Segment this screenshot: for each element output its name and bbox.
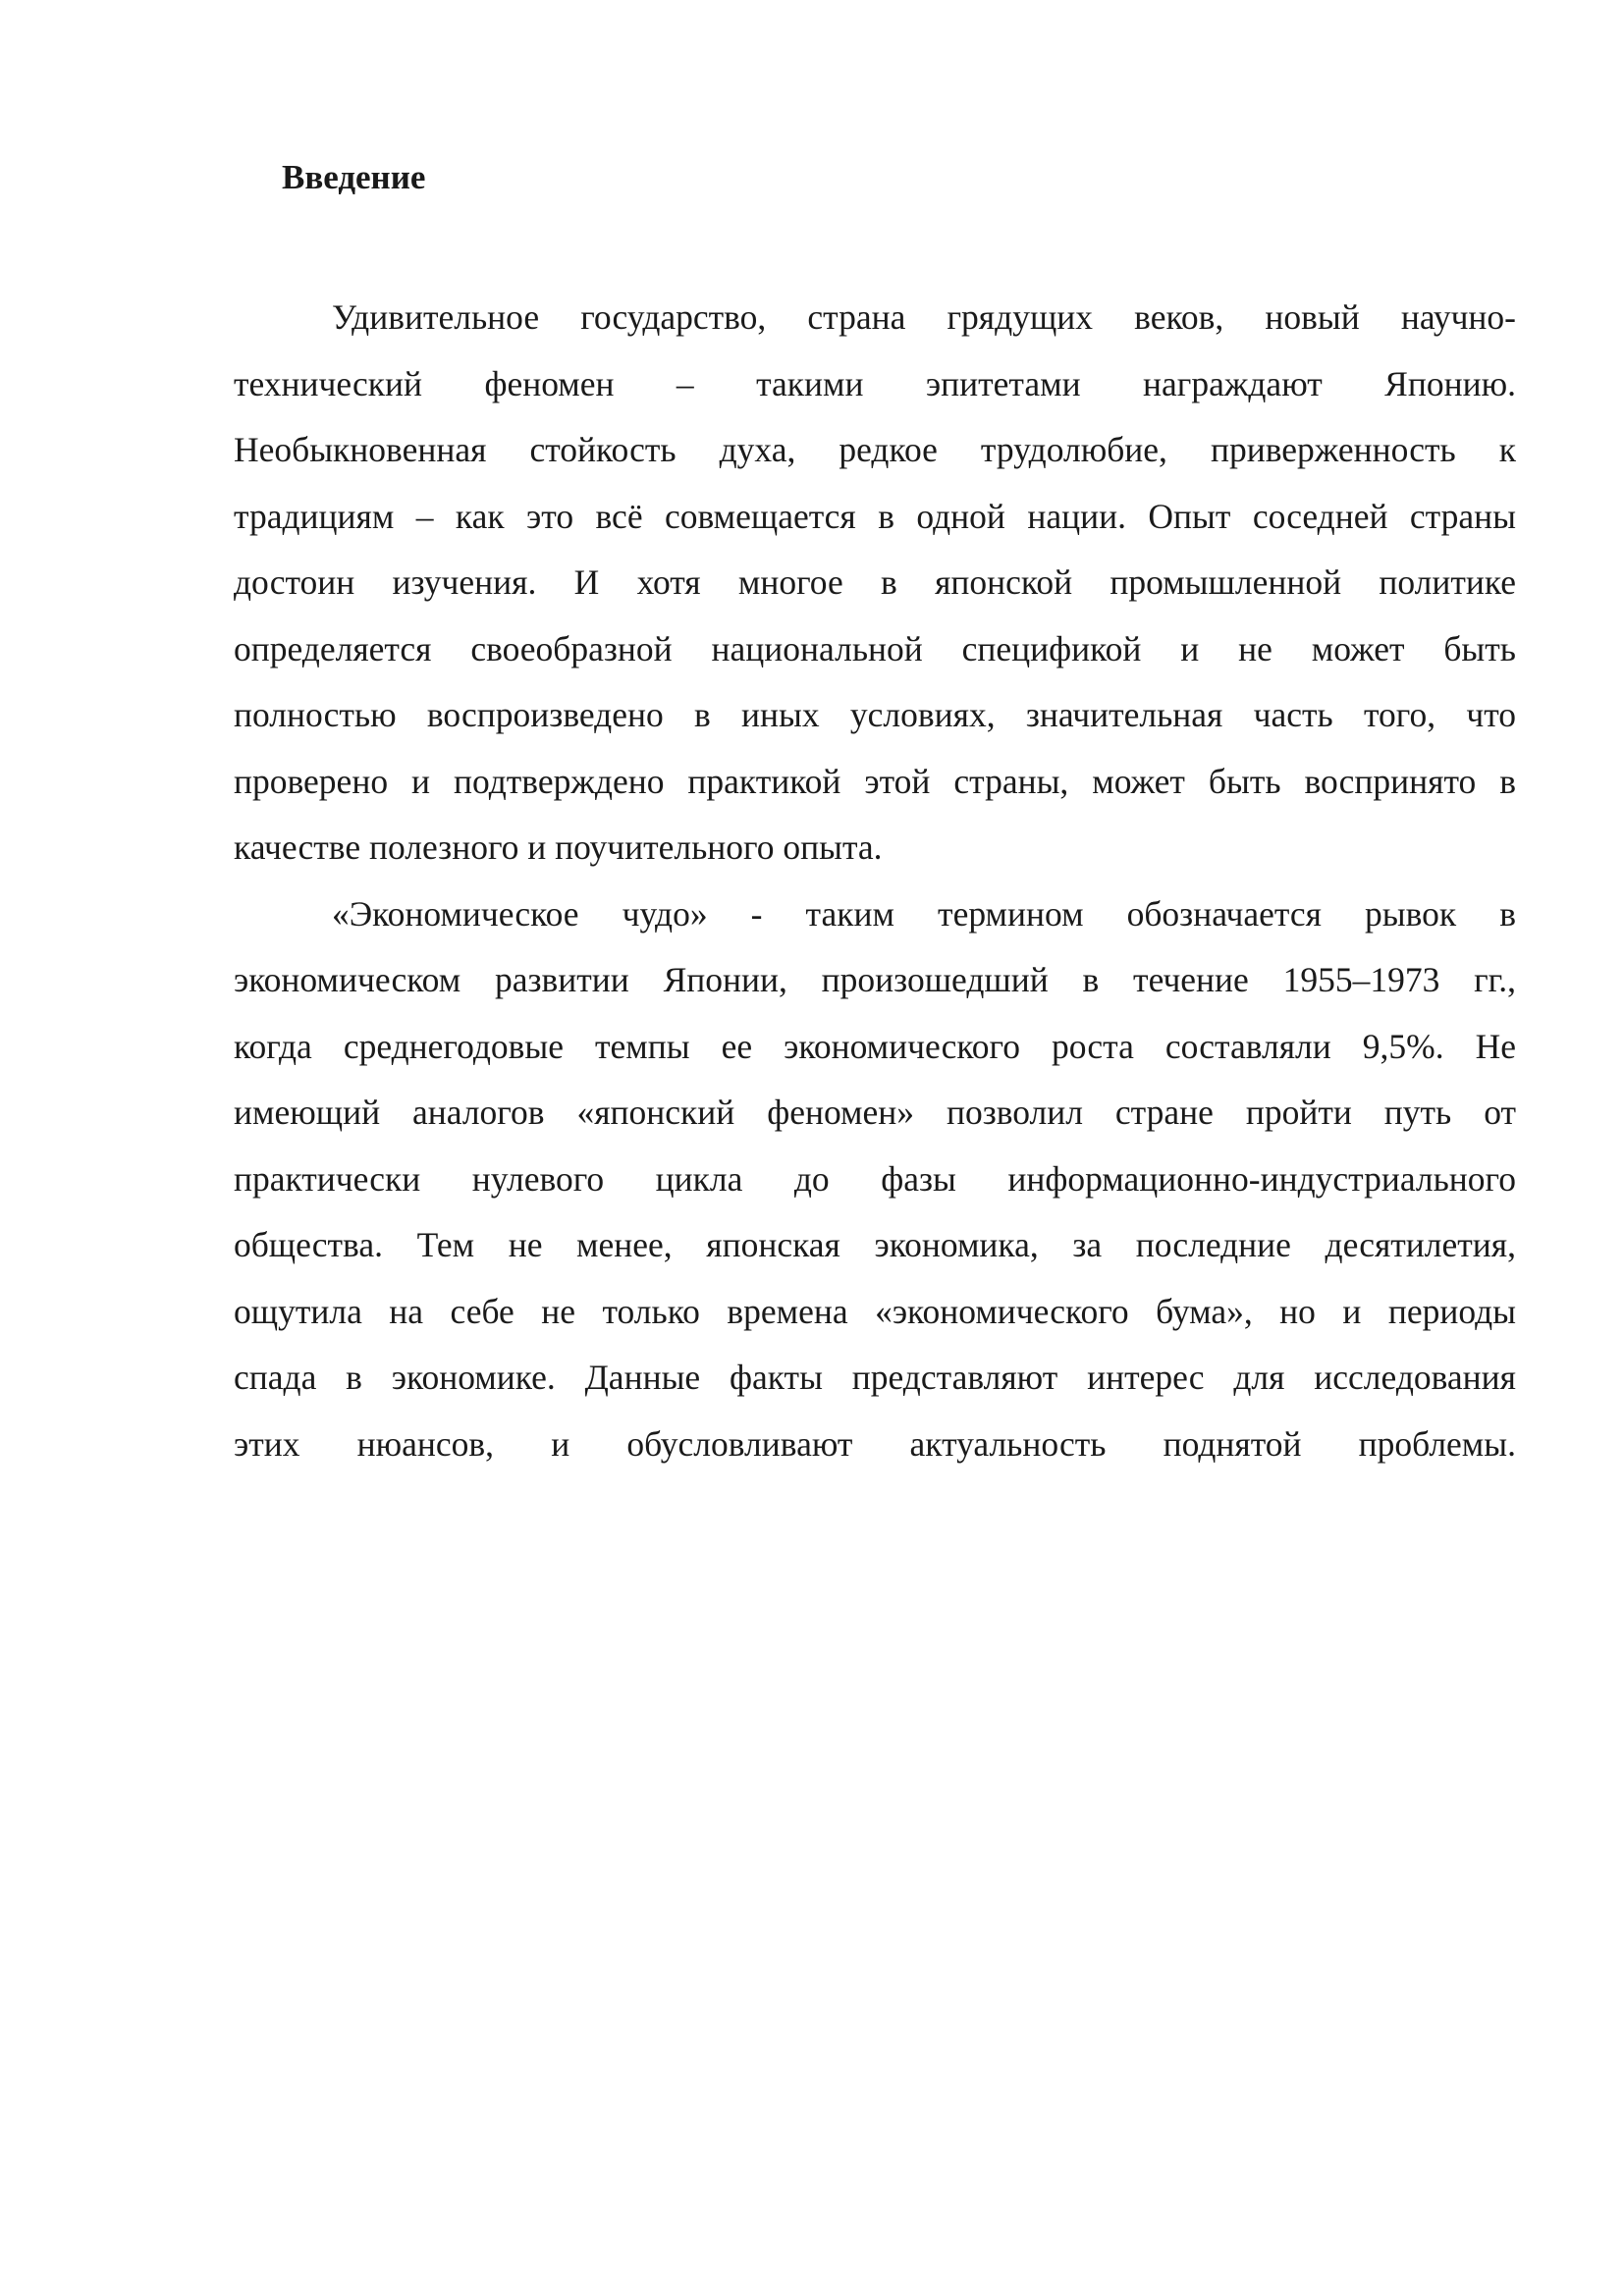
paragraph-1-line: качестве полезного и поучительного опыта. [234,828,883,867]
paragraph-1-line: определяется своеобразной национальной спецификой и не может быть [234,628,1516,668]
paragraph-1-line: традициям – как это всё совмещается в одной нации. Опыт соседней страны [234,496,1516,536]
paragraph-2-line: спада в экономике. Данные факты представляют интерес для исследования [234,1358,1516,1397]
paragraph-2-line: экономическом развитии Японии, произошедший в течение 1955–1973 гг., [234,960,1516,999]
paragraph-1 [234,285,1516,881]
paragraph-1-line: полностью воспроизведено в иных условиях, значительная часть того, что [234,695,1516,734]
paragraph-2 [234,881,1516,1478]
paragraph-2-line: этих нюансов, и обусловливают актуальность поднятой проблемы. [234,1423,1516,1464]
paragraph-1-line: проверено и подтверждено практикой этой страны, может быть воспринято в [234,761,1516,801]
paragraph-1-line: Удивительное государство, страна грядущих веков, новый научно- [332,297,1516,337]
paragraph-2-line: ощутила на себе не только времена «экономического бума», но и периоды [234,1291,1516,1331]
paragraph-2-line: имеющий аналогов «японский феномен» позволил стране пройти путь от [234,1093,1516,1132]
paragraph-2-line: когда среднегодовые темпы ее экономического роста составляли 9,5%. Не [234,1026,1516,1066]
section-heading: Введение [282,158,426,196]
paragraph-2-line: практически нулевого цикла до фазы информационно-индустриального [234,1158,1516,1199]
paragraph-2-line: «Экономическое чудо» - таким термином обозначается рывок в [332,893,1516,934]
body-text [234,285,1516,1477]
paragraph-1-line: достоин изучения. И хотя многое в японской промышленной политике [234,562,1516,602]
paragraph-1-line: технический феномен – такими эпитетами награждают Японию. [234,363,1516,403]
paragraph-2-line: общества. Тем не менее, японская экономика, за последние десятилетия, [234,1225,1516,1264]
paragraph-1-line: Необыкновенная стойкость духа, редкое трудолюбие, приверженность к [234,430,1516,469]
